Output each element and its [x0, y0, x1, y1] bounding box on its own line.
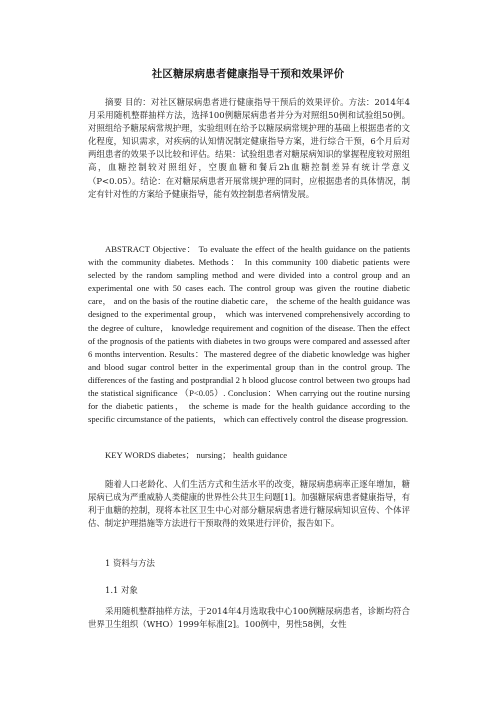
- abstract-english: ABSTRACT Objective： To evaluate the effect of the health guidance on the patients with the community diabetes. Methods： In this community 100 diabetic patients were selected by the random sampling method and were divided into a control group and an experimental one with 50 cases each. The control group was given the routine diabetic care， and on the basis of the routine diabetic care， the scheme of the health guidance was designed to the experimental group， which was intervened comprehensively according to the degree of culture， knowledge requirement and cognition of the disease. Then the effect of the prognosis of the patients with diabetes in two groups were compared and assessed after 6 months intervention. Results：The mastered degree of the diabetic knowledge was higher and blood sugar control better in the experimental group than in the control group. The differences of the fasting and postprandial 2 h blood glucose control between two groups had the statistical significance （P<0.05）. Conclusion：When carrying out the routine nursing for the diabetic patients， the scheme is made for the health guidance according to the specific circumstance of the patients， which can effectively control the disease progression.: [88, 244, 410, 425]
- paper-title: 社区糖尿病患者健康指导干预和效果评价: [151, 68, 345, 80]
- introduction-paragraph: 随着人口老龄化、人们生活方式和生活水平的改变，糖尿病患病率正逐年增加，糖尿病已成为严重威胁人类健康的世界性公共卫生问题[1]。加强糖尿病患者健康指导，有利于血糖的控制，现将本社区卫生中心对部分糖尿病患者进行糖尿病知识宣传、个体评估、制定护理措施等方法进行干预取得的效果进行评价，报告如下。: [88, 479, 410, 529]
- keywords: KEY WORDS diabetes； nursing； health guidance: [105, 450, 288, 460]
- abstract-chinese: 摘要 目的：对社区糖尿病患者进行健康指导干预后的效果评价。方法：2014年4月采用随机整群抽样方法，选择100例糖尿病患者并分为对照组50例和试验组50例。对照组给予糖尿病常规护理，实验组则在给予以糖尿病常规护理的基础上根据患者的文化程度，知识需求，对疾病的认知情况制定健康指导方案，进行综合干预，6个月后对两组患者的效果予以比较和评估。结果：试验组患者对糖尿病知识的掌握程度较对照组高，血糖控制较对照组好，空腹血糖和餐后2h血糖控制差异有统计学意义（P<0.05）。结论：在对糖尿病患者开展常规护理的同时，应根据患者的具体情况，制定有针对性的方案给予健康指导，能有效控制患者病情发展。: [88, 97, 410, 199]
- subsection-heading-subjects: 1.1 对象: [105, 585, 138, 595]
- section-heading-materials-methods: 1 资料与方法: [105, 558, 155, 568]
- methods-paragraph: 采用随机整群抽样方法，于2014年4月选取我中心100例糖尿病患者，诊断均符合世界卫生组织（WHO）1999年标准[2]。100例中，男性58例，女性: [88, 606, 410, 630]
